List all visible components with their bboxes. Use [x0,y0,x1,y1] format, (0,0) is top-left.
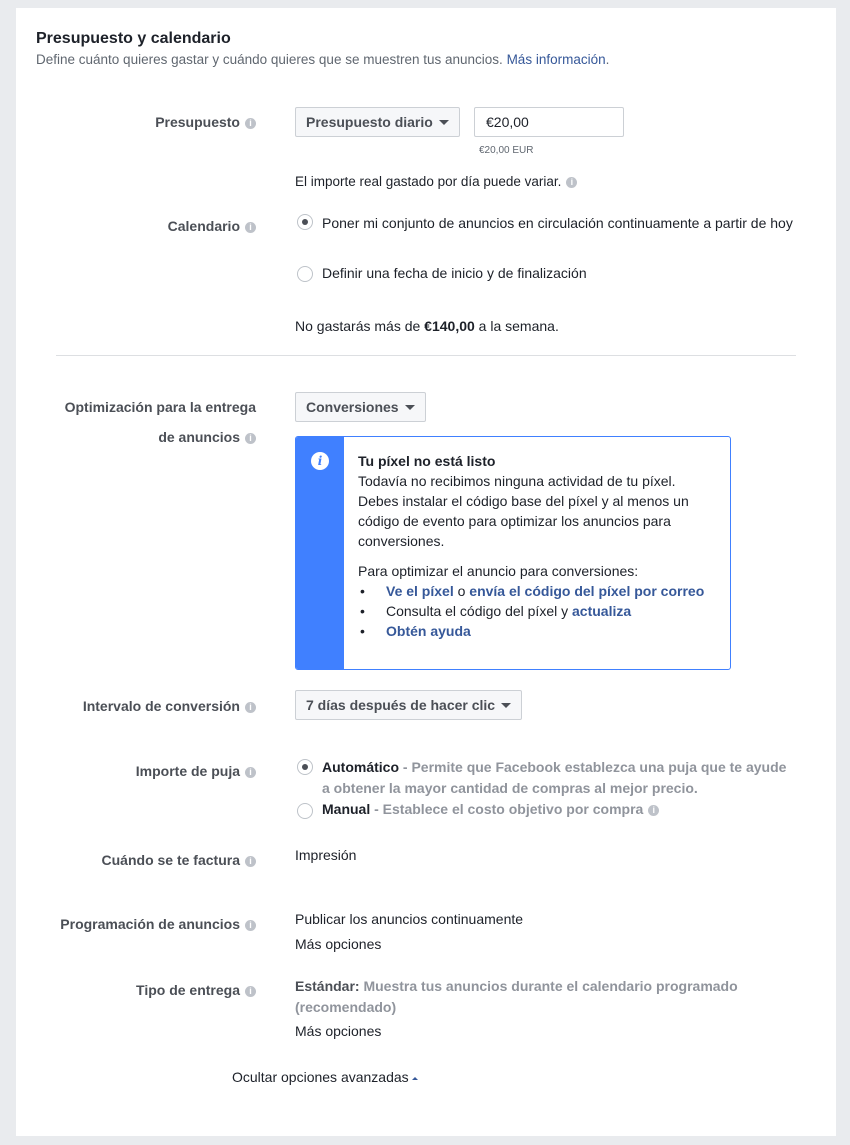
info-icon[interactable]: i [245,856,256,867]
spend-amount: €140,00 [424,318,475,334]
ad-scheduling-value: Publicar los anuncios continuamente [295,911,524,927]
weekly-spend-note [295,318,559,334]
section-divider [56,355,796,356]
budget-note [295,174,577,189]
bullet: • [360,583,365,599]
budget-schedule-card [16,8,836,1136]
alert-title: Tu píxel no está listo [358,453,496,469]
optimization-label [65,392,256,452]
budget-amount-input[interactable]: €20,00 [474,107,624,137]
schedule-dates-radio[interactable] [297,266,313,282]
optimization-value: Conversiones [306,399,399,415]
optimization-dropdown[interactable] [295,392,426,422]
alert-list-item [358,621,718,641]
bid-automatic-desc: - Permite que Facebook establezca una puja que te ayude a obtener la mayor cantidad de compras al mejor precio. [322,759,787,796]
section-description [36,52,609,67]
delivery-type-label-text: Tipo de entrega [136,982,240,998]
budget-currency-hint: €20,00 EUR [479,145,534,156]
view-pixel-link[interactable]: Ve el píxel [386,583,454,599]
optimization-label-line1: Optimización para la entrega [64,399,256,415]
bid-automatic-radio[interactable] [297,759,313,775]
alert-list-item [358,581,718,601]
delivery-type-value [295,976,795,1018]
ad-scheduling-label [60,916,256,932]
bid-automatic-title: Automático [322,759,399,775]
conversion-window-dropdown[interactable] [295,690,522,720]
pixel-alert [295,436,731,670]
bid-manual-radio[interactable] [297,803,313,819]
budget-type-dropdown[interactable] [295,107,460,137]
bid-manual-desc: - Establece el costo objetivo por compra [370,801,644,817]
bullet: • [360,603,365,619]
delivery-type-label [136,982,256,998]
info-icon[interactable]: i [566,177,577,188]
bid-automatic-label[interactable] [322,757,792,799]
alert-bar [296,437,344,669]
hide-advanced-options-link[interactable] [232,1069,418,1085]
info-icon[interactable]: i [245,986,256,997]
spend-prefix: No gastarás más de [295,318,425,334]
spend-suffix: a la semana. [474,318,559,334]
description-period: . [605,52,610,67]
info-icon[interactable]: i [245,222,256,233]
info-icon: i [311,452,329,470]
bid-amount-label-text: Importe de puja [135,763,240,779]
budget-label [155,114,256,130]
conversion-window-value: 7 días después de hacer clic [306,697,496,713]
ad-scheduling-label-text: Programación de anuncios [60,916,240,932]
hide-advanced-text: Ocultar opciones avanzadas [232,1069,409,1085]
info-icon[interactable]: i [245,767,256,778]
alert-message: Todavía no recibimos ninguna actividad de tu píxel. Debes instalar el código base del píxel y al menos un código de evento para optimizar los anuncios para conversiones. [358,473,689,549]
optimization-label-line2: de anuncios i [65,422,256,452]
alert-item2-text: Consulta el código del píxel y [386,603,572,619]
caret-down-icon [439,120,449,125]
budget-note-text: El importe real gastado por día puede variar. [295,174,562,189]
billing-value: Impresión [295,847,357,863]
email-pixel-code-link[interactable]: envía el código del píxel por correo [469,583,705,599]
bullet: • [360,623,365,639]
delivery-type-more-options-link[interactable]: Más opciones [295,1023,382,1039]
caret-up-icon [412,1077,418,1080]
schedule-label-text: Calendario [167,218,240,234]
billing-label [102,852,256,868]
more-info-link[interactable]: Más información [506,52,606,67]
conversion-window-label [83,698,256,714]
update-link[interactable]: actualiza [572,603,632,619]
alert-body [358,451,718,641]
bid-manual-label[interactable] [322,801,659,817]
alert-list-item [358,601,718,621]
caret-down-icon [501,703,511,708]
billing-label-text: Cuándo se te factura [101,852,240,868]
info-icon[interactable]: i [648,805,659,816]
description-text: Define cuánto quieres gastar y cuándo quieres que se muestren tus anuncios. [36,52,503,67]
schedule-continuous-label[interactable]: Poner mi conjunto de anuncios en circulación continuamente a partir de hoy [322,215,793,231]
budget-type-value: Presupuesto diario [306,114,433,130]
conversion-window-label-text: Intervalo de conversión [82,698,240,714]
get-help-link[interactable]: Obtén ayuda [386,623,471,639]
budget-label-text: Presupuesto [155,114,240,130]
alert-intro: Para optimizar el anuncio para conversiones: [358,563,639,579]
section-title: Presupuesto y calendario [36,30,231,47]
info-icon[interactable]: i [245,118,256,129]
delivery-type-value-desc: Muestra tus anuncios durante el calendario programado (recomendado) [295,978,738,1015]
caret-down-icon [405,405,415,410]
schedule-dates-label[interactable]: Definir una fecha de inicio y de finalización [322,265,587,281]
schedule-label [168,218,256,234]
bid-amount-label [136,763,256,779]
alert-item1-middle: o [453,583,470,599]
bid-manual-title: Manual [322,801,371,817]
info-icon[interactable]: i [245,920,256,931]
info-icon[interactable]: i [245,702,256,713]
schedule-continuous-radio[interactable] [297,214,313,230]
alert-list [358,581,718,641]
delivery-type-value-title: Estándar: [295,978,360,994]
ad-scheduling-more-options-link[interactable]: Más opciones [295,936,382,952]
info-icon[interactable]: i [245,433,256,444]
